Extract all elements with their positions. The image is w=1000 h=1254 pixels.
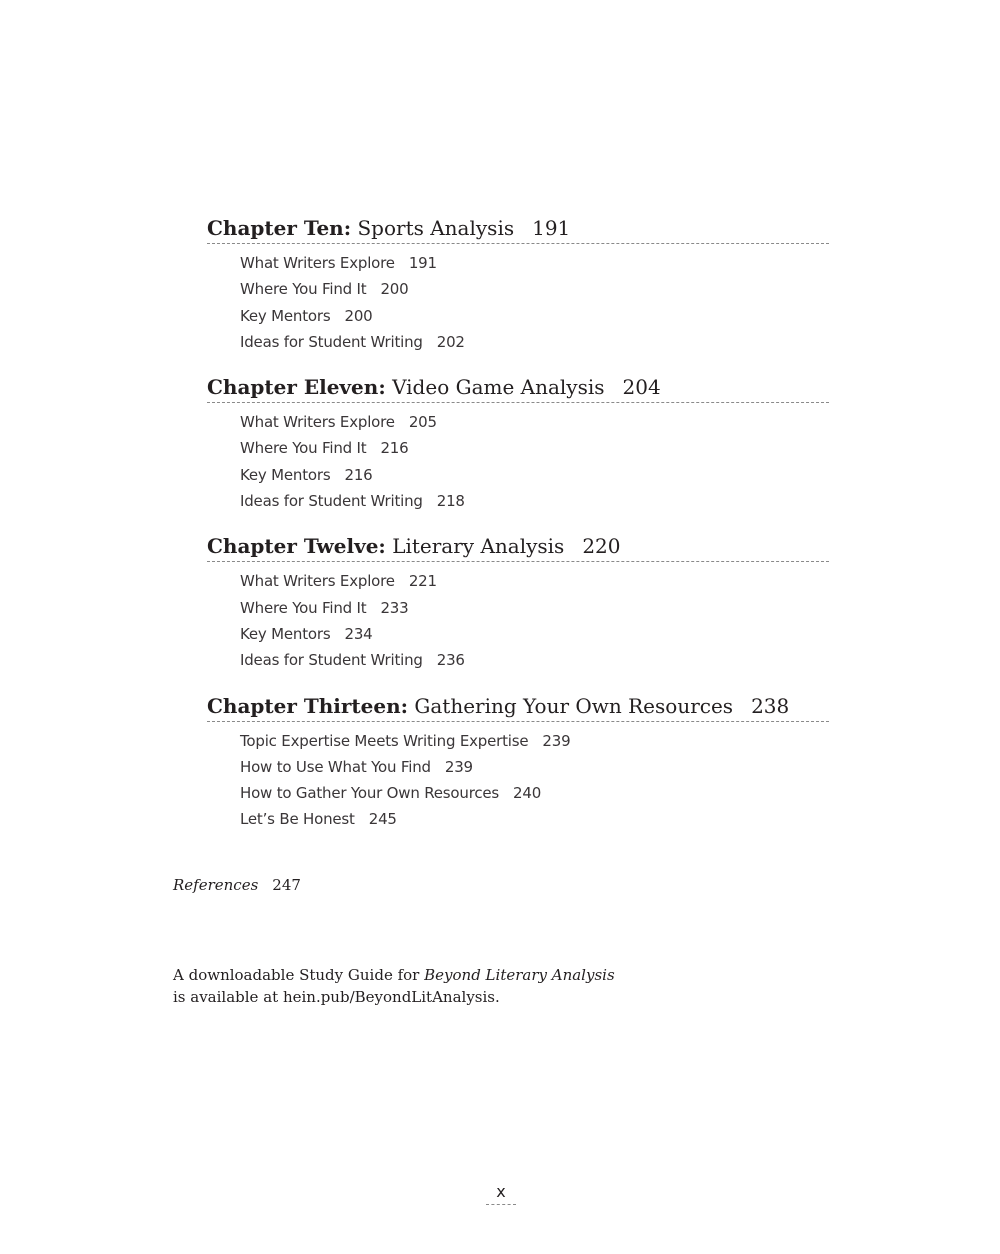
- section-page-number: 200: [380, 280, 409, 299]
- page-folio: x: [486, 1182, 516, 1205]
- references-page-number: 247: [272, 876, 301, 894]
- section-page-number: 200: [344, 306, 373, 325]
- section-title: What Writers Explore: [240, 254, 395, 272]
- section-entry: [240, 754, 829, 780]
- section-title: How to Use What You Find: [240, 757, 431, 776]
- section-list: [240, 568, 829, 673]
- chapter-label: Chapter Eleven:: [207, 375, 386, 400]
- section-page-number: 221: [408, 572, 437, 591]
- section-entry: [240, 303, 829, 329]
- chapter-title: Literary Analysis: [392, 534, 565, 559]
- chapter-heading: [207, 373, 829, 403]
- chapter-heading: [207, 692, 829, 722]
- chapter-label: Chapter Thirteen:: [207, 693, 409, 718]
- section-list: [240, 250, 829, 355]
- chapter-twelve: [207, 532, 829, 673]
- section-title: Ideas for Student Writing: [240, 492, 423, 511]
- chapter-label: Chapter Ten:: [207, 216, 352, 240]
- section-page-number: 245: [368, 810, 397, 829]
- section-title: What Writers Explore: [240, 413, 395, 432]
- section-entry: [240, 488, 829, 514]
- section-title: Where You Find It: [240, 439, 367, 458]
- section-entry: [240, 595, 829, 621]
- section-entry: [240, 806, 829, 832]
- book-title: Beyond Literary Analysis: [424, 966, 615, 984]
- section-entry: [240, 276, 829, 302]
- section-page-number: 218: [436, 492, 465, 511]
- section-entry: [240, 780, 829, 806]
- section-page-number: 205: [408, 413, 437, 432]
- chapter-page-number: 220: [582, 534, 621, 559]
- section-entry: [240, 409, 829, 435]
- table-of-contents: [207, 214, 829, 851]
- section-title: Ideas for Student Writing: [240, 332, 423, 351]
- section-title: Where You Find It: [240, 280, 367, 299]
- section-list: [240, 728, 829, 833]
- references-label: References: [173, 876, 259, 894]
- section-title: Key Mentors: [240, 624, 331, 643]
- section-page-number: 216: [380, 439, 409, 458]
- section-title: Let’s Be Honest: [240, 810, 355, 829]
- references-entry: [173, 874, 301, 896]
- chapter-page-number: 238: [751, 693, 790, 718]
- section-page-number: 234: [344, 624, 373, 643]
- section-page-number: 240: [513, 784, 542, 803]
- section-title: What Writers Explore: [240, 572, 395, 591]
- chapter-page-number: 191: [532, 216, 571, 240]
- section-title: Ideas for Student Writing: [240, 651, 423, 670]
- section-entry: [240, 462, 829, 488]
- chapter-heading: [207, 214, 829, 244]
- chapter-heading: [207, 532, 829, 562]
- section-page-number: 239: [444, 757, 473, 776]
- section-page-number: 236: [436, 651, 465, 670]
- section-entry: [240, 435, 829, 461]
- section-entry: [240, 728, 829, 754]
- section-title: Key Mentors: [240, 465, 331, 484]
- section-page-number: 233: [380, 598, 409, 617]
- chapter-title: Video Game Analysis: [392, 375, 605, 400]
- section-entry: [240, 647, 829, 673]
- section-entry: [240, 250, 829, 276]
- section-list: [240, 409, 829, 514]
- chapter-ten: [207, 214, 829, 355]
- section-entry: [240, 329, 829, 355]
- section-page-number: 216: [344, 465, 373, 484]
- section-title: How to Gather Your Own Resources: [240, 784, 500, 803]
- section-page-number: 202: [436, 332, 465, 351]
- study-guide-note-prefix: A downloadable Study Guide for: [173, 966, 425, 984]
- section-title: Topic Expertise Meets Writing Expertise: [240, 731, 529, 750]
- section-page-number: 239: [542, 731, 571, 750]
- section-title: Where You Find It: [240, 598, 367, 617]
- section-entry: [240, 568, 829, 594]
- chapter-eleven: [207, 373, 829, 514]
- study-guide-note-line-2: is available at hein.pub/BeyondLitAnalysis.: [173, 988, 500, 1006]
- study-guide-note: [173, 964, 633, 1008]
- chapter-page-number: 204: [622, 375, 661, 400]
- chapter-title: Gathering Your Own Resources: [414, 693, 734, 718]
- chapter-label: Chapter Twelve:: [207, 534, 386, 559]
- study-guide-note-line-1: [173, 964, 633, 986]
- chapter-title: Sports Analysis: [357, 216, 515, 240]
- section-entry: [240, 621, 829, 647]
- section-title: Key Mentors: [240, 306, 331, 325]
- chapter-thirteen: [207, 692, 829, 833]
- section-page-number: 191: [408, 254, 437, 272]
